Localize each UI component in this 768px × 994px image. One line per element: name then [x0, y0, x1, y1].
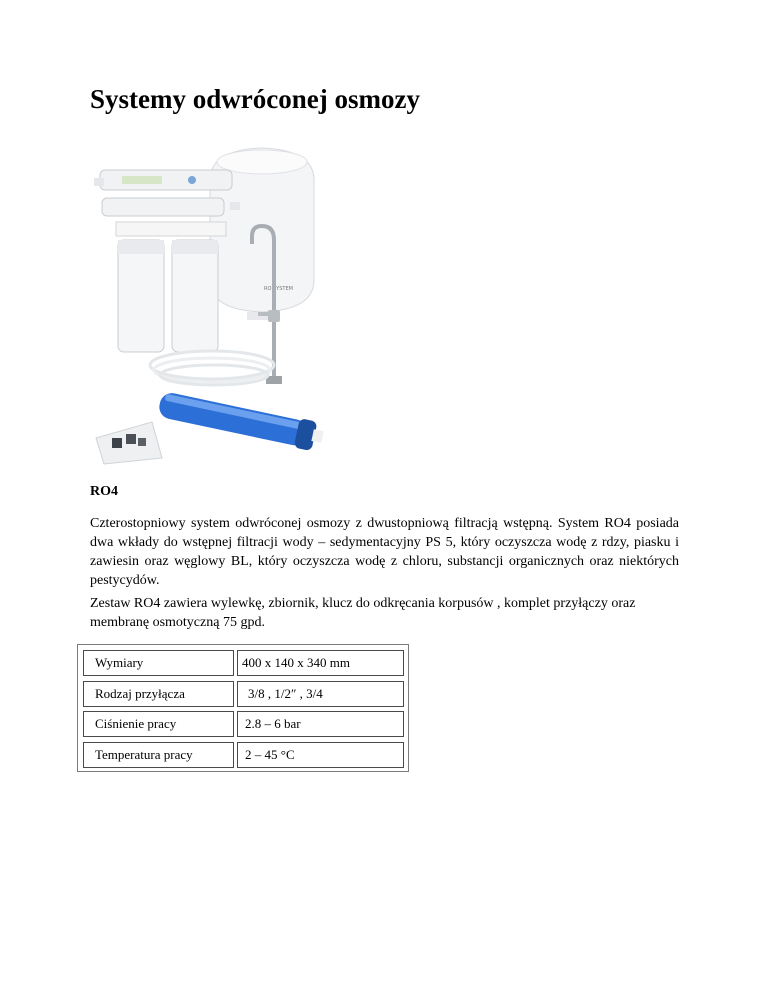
- product-image: [92, 140, 382, 465]
- spec-label-connection: Rodzaj przyłącza: [83, 681, 234, 707]
- spec-table: [77, 644, 409, 772]
- tank-label: RO SYSTEM: [264, 286, 293, 292]
- spec-value-dimensions: 400 x 140 x 340 mm: [237, 650, 404, 676]
- spec-value-temperature: 2 – 45 °C: [237, 742, 404, 768]
- spec-label-temperature: Temperatura pracy: [83, 742, 234, 768]
- page-title: Systemy odwróconej osmozy: [90, 84, 420, 114]
- spec-value-pressure: 2.8 – 6 bar: [237, 711, 404, 737]
- spec-label-pressure: Ciśnienie pracy: [83, 711, 234, 737]
- kit-contents: Zestaw RO4 zawiera wylewkę, zbiornik, klucz do odkręcania korpusów , komplet przyłączy oraz membranę osmotyczną 75 gpd.: [90, 596, 636, 630]
- spec-value-connection: 3/8 , 1/2″ , 3/4: [237, 681, 404, 707]
- spec-label-dimensions: Wymiary: [83, 650, 234, 676]
- product-name: RO4: [90, 484, 118, 499]
- product-description: Czterostopniowy system odwróconej osmozy z dwustopniową filtracją wstępną. System RO4 posiada dwa wkłady do wstępnej filtracji wody – sedymentacyjny PS 5, który oczyszcza wodę z rdzy, piasku i zawiesin oraz węglowy BL, który oczyszcza wodę z chloru, substancji organicznych oraz niektórych pestycydów.: [90, 516, 679, 588]
